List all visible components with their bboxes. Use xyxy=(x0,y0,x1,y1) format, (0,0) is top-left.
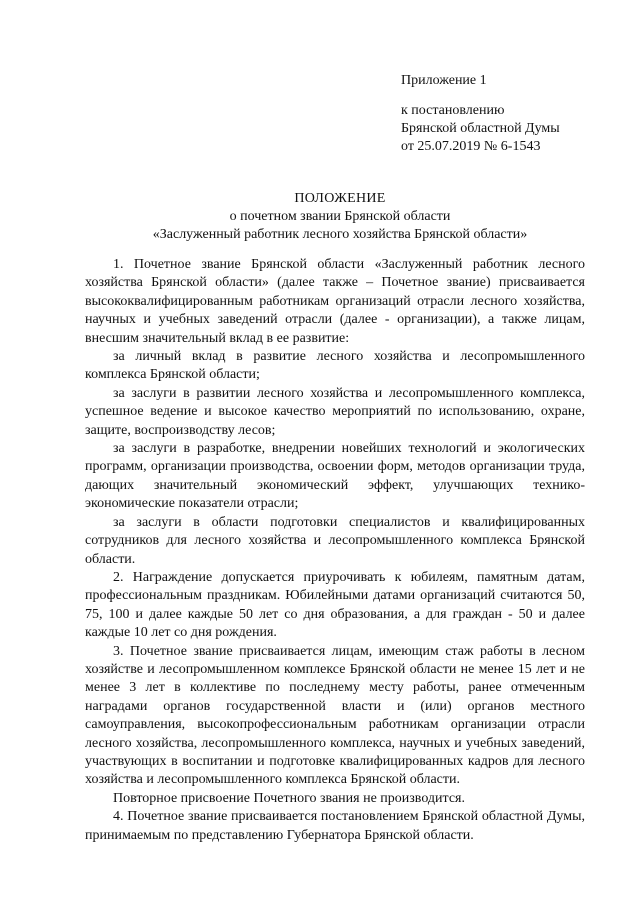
criterion-personal-contribution: за личный вклад в развитие лесного хозяйства и лесопромышленного комплекса Брянской области; xyxy=(85,349,585,383)
appendix-date-number: от 25.07.2019 № 6-1543 xyxy=(401,139,541,154)
document-body xyxy=(85,256,585,845)
appendix-spacer xyxy=(401,90,560,102)
criterion-training: за заслуги в области подготовки специалистов и квалифицированных сотрудников для лесного хозяйства и лесопромышленного комплекса Брянской области. xyxy=(85,514,585,567)
criterion-forest-development: за заслуги в развитии лесного хозяйства и лесопромышленного комплекса, успешное ведение и высокое качество мероприятий по использованию, охране, защите, воспроизводству лесов; xyxy=(85,385,585,438)
document-subtitle: о почетном звании Брянской области xyxy=(229,209,451,224)
repeat-award-note: Повторное присвоение Почетного звания не производится. xyxy=(113,790,465,806)
paragraph-3: 3. Почетное звание присваивается лицам, имеющим стаж работы в лесном хозяйстве и лесопромышленном комплексе Брянской области не менее 15 лет и не менее 3 лет в коллективе по последнему месту работы, ранее отмеченным наградами органов государственной власти и (или) органов местного самоуправления, высокопрофессиональным работникам организации отрасли лесного хозяйства, лесопромышленного комплекса, научных и учебных заведений, участвующих в воспитании и подготовке квалифицированных кадров для лесного хозяйства и лесопромышленного комплекса Брянской области. xyxy=(85,643,585,788)
document-title: ПОЛОЖЕНИЕ xyxy=(294,191,386,206)
criterion-innovation: за заслуги в разработке, внедрении новейших технологий и экологических программ, организации производства, освоении форм, методов организации труда, дающих значительный экономический эффект, улучшающих технико-экономические показатели отрасли; xyxy=(85,441,585,512)
appendix-resolution-ref: к постановлению xyxy=(401,103,505,118)
document-award-name: «Заслуженный работник лесного хозяйства Брянской области» xyxy=(152,227,528,242)
appendix-label: Приложение 1 xyxy=(401,73,487,88)
document-heading xyxy=(60,190,620,244)
paragraph-4: 4. Почетное звание присваивается постановлением Брянской областной Думы, принимаемым по представлению Губернатора Брянской области. xyxy=(85,809,585,843)
appendix-block xyxy=(401,72,560,156)
paragraph-1: 1. Почетное звание Брянской области «Заслуженный работник лесного хозяйства Брянской области» (далее также – Почетное звание) присваивается высококвалифицированным работникам организаций отрасли лесного хозяйства, научных и учебных заведений отрасли (далее - организации), а также лицам, внесшим значительный вклад в ее развитие: xyxy=(85,257,585,346)
appendix-issuer: Брянской областной Думы xyxy=(401,121,560,136)
paragraph-2: 2. Награждение допускается приурочивать к юбилеям, памятным датам, профессиональным праздникам. Юбилейными датами организаций считаются 50, 75, 100 и далее каждые 50 лет со дня образования, а для граждан - 50 и далее каждые 10 лет со дня рождения. xyxy=(85,569,585,641)
